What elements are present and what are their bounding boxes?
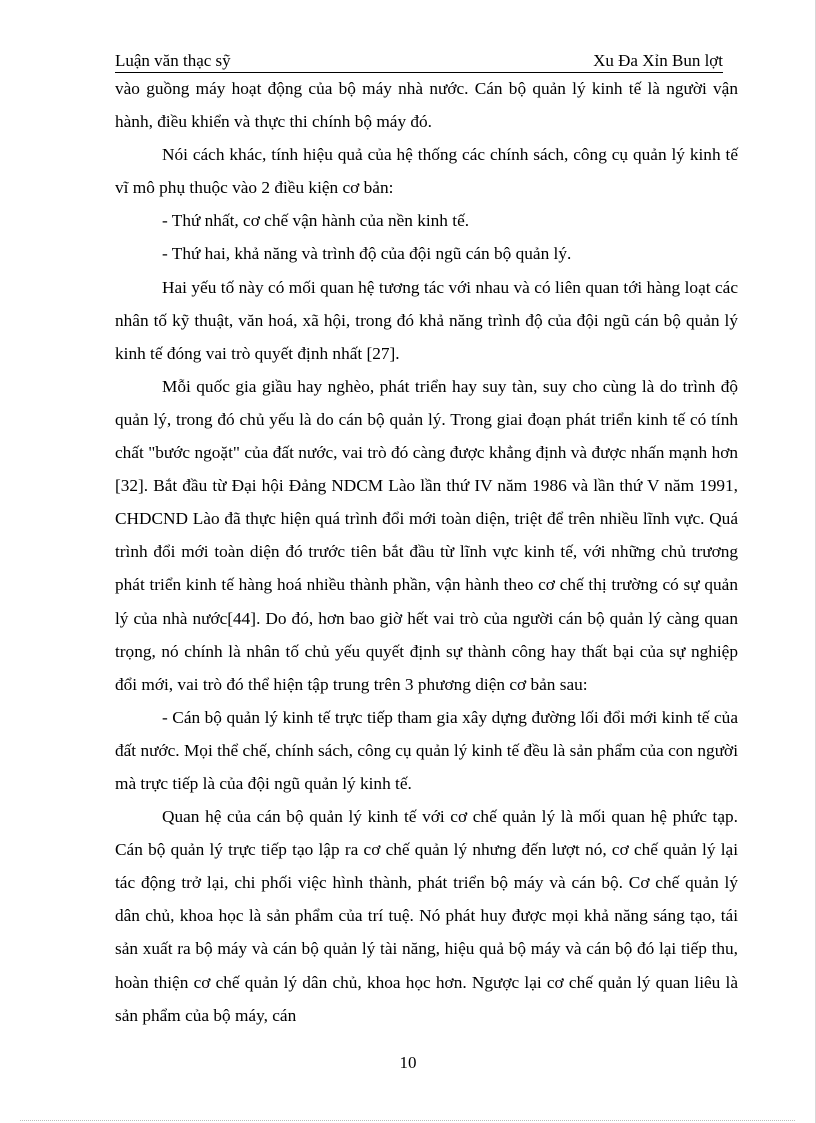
document-body <box>115 72 738 1032</box>
paragraph-2: Nói cách khác, tính hiệu quả của hệ thống các chính sách, công cụ quản lý kinh tế vĩ mô phụ thuộc vào 2 điều kiện cơ bản: <box>115 145 738 198</box>
list-item-2: - Thứ hai, khả năng và trình độ của đội ngũ cán bộ quản lý. <box>162 244 572 264</box>
page-bottom-divider <box>20 1120 795 1121</box>
paragraph-5: - Cán bộ quản lý kinh tế trực tiếp tham gia xây dựng đường lối đổi mới kinh tế của đất nước. Mọi thể chế, chính sách, công cụ quản lý kinh tế đều là sản phẩm của con người mà trực tiếp là của đội ngũ quản lý kinh tế. <box>115 707 738 793</box>
header-thesis-type: Luận văn thạc sỹ <box>115 51 231 70</box>
paragraph-3: Hai yếu tố này có mối quan hệ tương tác với nhau và có liên quan tới hàng loạt các nhân tố kỹ thuật, văn hoá, xã hội, trong đó khả năng trình độ của đội ngũ cán bộ quản lý kinh tế đóng vai trò quyết định nhất [27]. <box>115 277 738 363</box>
page-header <box>115 46 723 73</box>
paragraph-6: Quan hệ của cán bộ quản lý kinh tế với cơ chế quản lý là mối quan hệ phức tạp. Cán bộ quản lý trực tiếp tạo lập ra cơ chế quản lý nhưng đến lượt nó, cơ chế quản lý lại tác động trở lại, chi phối việc hình thành, phát triển bộ máy và cán bộ. Cơ chế quản lý dân chủ, khoa học là sản phẩm của trí tuệ. Nó phát huy được mọi khả năng sáng tạo, tái sản xuất ra bộ máy và cán bộ quản lý tài năng, hiệu quả bộ máy và cán bộ đó lại tiếp thu, hoàn thiện cơ chế quản lý dân chủ, khoa học hơn. Ngược lại cơ chế quản lý quan liêu là sản phẩm của bộ máy, cán <box>115 807 738 1025</box>
paragraph-4: Mỗi quốc gia giầu hay nghèo, phát triển hay suy tàn, suy cho cùng là do trình độ quản lý, trong đó chủ yếu là do cán bộ quản lý. Trong giai đoạn phát triển kinh tế có tính chất "bước ngoặt" của đất nước, vai trò đó càng được khẳng định và được nhấn mạnh hơn [32]. Bắt đầu từ Đại hội Đảng NDCM Lào lần thứ IV năm 1986 và lần thứ V năm 1991, CHDCND Lào đã thực hiện quá trình đổi mới toàn diện, triệt để trên nhiều lĩnh vực. Quá trình đổi mới toàn diện đó trước tiên bắt đầu từ lĩnh vực kinh tế, với những chủ trương phát triển kinh tế hàng hoá nhiều thành phần, vận hành theo cơ chế thị trường có sự quản lý của nhà nước[44]. Do đó, hơn bao giờ hết vai trò của người cán bộ quản lý càng quan trọng, nó chính là nhân tố chủ yếu quyết định sự thành công hay thất bại của sự nghiệp đổi mới, vai trò đó thể hiện tập trung trên 3 phương diện cơ bản sau: <box>115 376 738 694</box>
page-number: 10 <box>399 1053 417 1072</box>
list-item-1: - Thứ nhất, cơ chế vận hành của nền kinh tế. <box>162 211 470 231</box>
header-author: Xu Đa Xỉn Bun lợt <box>593 51 723 70</box>
paragraph-1: vào guồng máy hoạt động của bộ máy nhà nước. Cán bộ quản lý kinh tế là người vận hành, điều khiển và thực thi chính bộ máy đó. <box>115 79 738 132</box>
